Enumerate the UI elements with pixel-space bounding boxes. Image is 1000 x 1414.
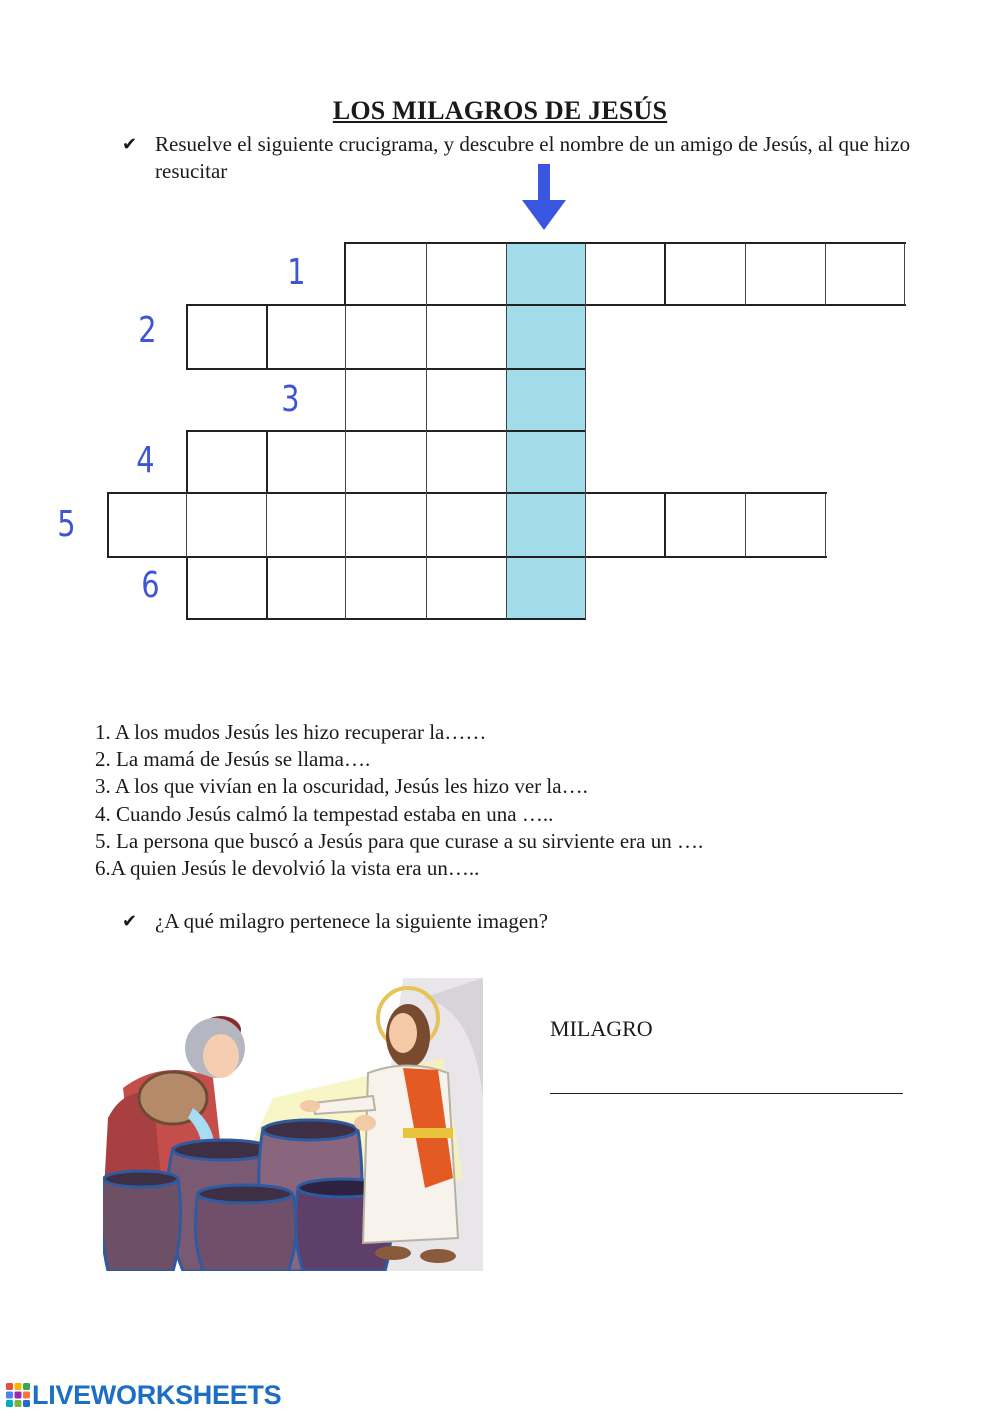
row-number-6: 6 bbox=[141, 565, 160, 606]
answer-label: MILAGRO bbox=[550, 1016, 653, 1041]
row-number-5: 5 bbox=[57, 504, 76, 545]
crossword-row-4[interactable] bbox=[186, 431, 586, 493]
clue-6: 6.A quien Jesús le devolvió la vista era un….. bbox=[95, 856, 480, 881]
row-number-2: 2 bbox=[138, 310, 157, 351]
clue-list bbox=[95, 719, 703, 882]
answer-input-line[interactable] bbox=[550, 1093, 903, 1094]
down-arrow-icon bbox=[520, 164, 568, 232]
crossword-row-5[interactable] bbox=[107, 493, 826, 557]
brand-name: LIVEWORKSHEETS bbox=[32, 1380, 282, 1410]
row-number-4: 4 bbox=[136, 440, 155, 481]
crossword-row-1[interactable] bbox=[345, 243, 905, 305]
check-icon: ✔ bbox=[122, 911, 138, 932]
crossword-row-3[interactable] bbox=[345, 369, 586, 431]
clue-5: 5. La persona que buscó a Jesús para que curase a su sirviente era un …. bbox=[95, 828, 704, 853]
crossword-instruction-text: Resuelve el siguiente crucigrama, y descubre el nombre de un amigo de Jesús, al que hizo resucitar bbox=[155, 132, 911, 183]
page-title: LOS MILAGROS DE JESÚS bbox=[332, 96, 668, 125]
clue-3: 3. A los que vivían en la oscuridad, Jesús les hizo ver la…. bbox=[95, 774, 588, 799]
image-question bbox=[122, 908, 822, 938]
liveworksheets-logo-icon bbox=[6, 1383, 30, 1407]
clue-2: 2. La mamá de Jesús se llama…. bbox=[95, 747, 371, 772]
clue-1: 1. A los mudos Jesús les hizo recuperar la…… bbox=[95, 720, 487, 744]
image-question-text: ¿A qué milagro pertenece la siguiente imagen? bbox=[155, 909, 549, 933]
miracle-illustration bbox=[103, 978, 483, 1271]
crossword-row-2[interactable] bbox=[186, 305, 586, 369]
row-number-1: 1 bbox=[287, 252, 306, 293]
clue-4: 4. Cuando Jesús calmó la tempestad estaba en una ….. bbox=[95, 801, 554, 826]
crossword-row-6[interactable] bbox=[186, 557, 586, 619]
row-number-3: 3 bbox=[281, 379, 300, 420]
check-icon: ✔ bbox=[122, 134, 138, 155]
